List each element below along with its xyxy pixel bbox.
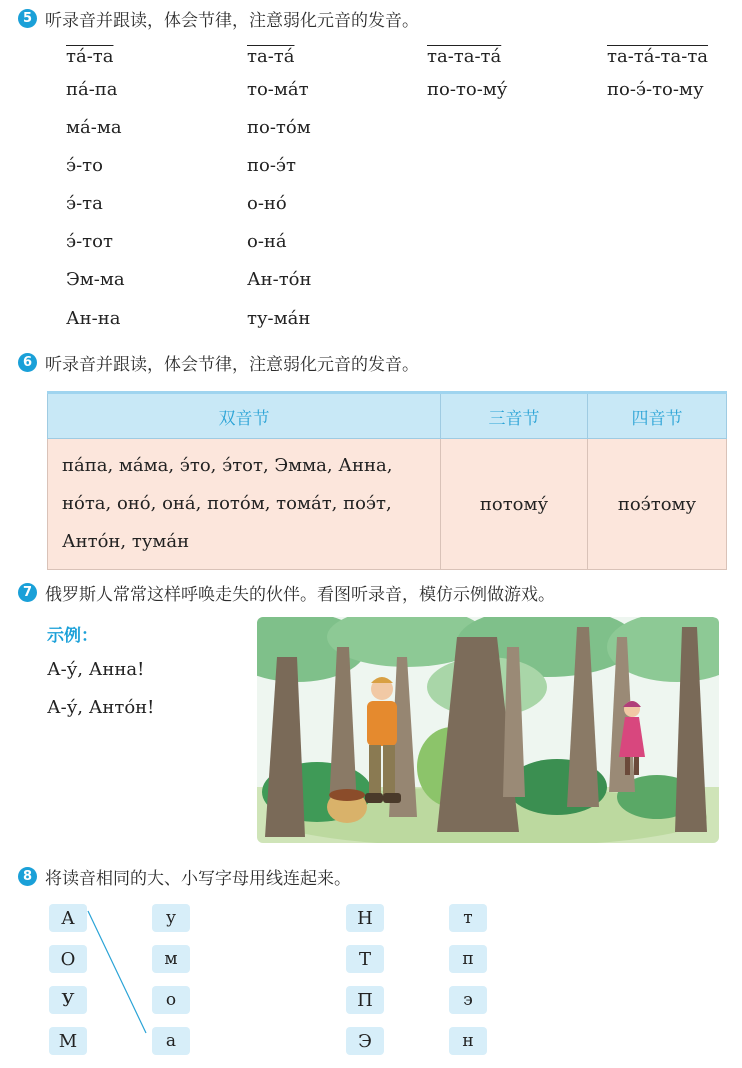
lowercase-letter[interactable]: м: [152, 945, 190, 973]
three-syllable-word: потому́: [441, 439, 588, 570]
word-line: но́та, оно́, она́, пото́м, тома́т, поэ́т,: [62, 493, 392, 514]
uppercase-letter[interactable]: Т: [346, 945, 384, 973]
uppercase-letter[interactable]: Э: [346, 1027, 384, 1055]
syllable-word: по-то́м: [247, 117, 311, 138]
section-number-badge: 8: [18, 867, 37, 886]
syllable-word: э́-то: [66, 155, 103, 176]
rhythm-header: та́-та: [66, 46, 114, 67]
syllable-word: по-то-му́: [427, 79, 508, 100]
lowercase-letter[interactable]: э: [449, 986, 487, 1014]
lowercase-letter[interactable]: о: [152, 986, 190, 1014]
syllable-word: э́-тот: [66, 231, 113, 252]
section-title: 听录音并跟读，体会节律，注意弱化元音的发音。: [45, 355, 419, 375]
uppercase-letter[interactable]: М: [49, 1027, 87, 1055]
syllable-word: па́-па: [66, 79, 118, 100]
section-title: 俄罗斯人常常这样呼唤走失的伙伴。看图听录音，模仿示例做游戏。: [45, 585, 555, 605]
forest-scene: [257, 617, 719, 843]
syllable-word: ма́-ма: [66, 117, 122, 138]
lowercase-letter[interactable]: у: [152, 904, 190, 932]
uppercase-letter[interactable]: А: [49, 904, 87, 932]
table-row: [48, 439, 727, 570]
example-line: А-у́, Анна!: [47, 659, 145, 680]
rhythm-header: та-та-та́: [427, 46, 502, 67]
section-5-heading: [18, 6, 419, 31]
header-two-syllables: 双音节: [48, 393, 441, 439]
syllable-word: ту-ма́н: [247, 308, 311, 329]
rhythm-header: та-та́-та-та: [607, 46, 709, 67]
lowercase-letter[interactable]: н: [449, 1027, 487, 1055]
syllable-word: э́-та: [66, 193, 103, 214]
table-header-row: [48, 393, 727, 439]
word-line: Анто́н, тума́н: [62, 531, 190, 552]
forest-illustration: [257, 617, 719, 843]
syllable-word: Эм-ма: [66, 269, 125, 290]
lowercase-letter[interactable]: п: [449, 945, 487, 973]
two-syllable-words: [48, 439, 441, 570]
section-7-heading: [18, 580, 555, 605]
syllable-word: по-э́-то-му: [607, 79, 704, 100]
lowercase-letter[interactable]: т: [449, 904, 487, 932]
four-syllable-word: поэ́тому: [588, 439, 727, 570]
connector-line: [88, 911, 146, 1033]
uppercase-letter[interactable]: О: [49, 945, 87, 973]
example-label: 示例：: [47, 626, 98, 646]
syllable-word: Ан-на: [66, 308, 121, 329]
rhythm-header: та-та́: [247, 46, 295, 67]
header-four-syllables: 四音节: [588, 393, 727, 439]
section-number-badge: 5: [18, 9, 37, 28]
syllable-table: [47, 391, 727, 570]
section-title: 听录音并跟读，体会节律，注意弱化元音的发音。: [45, 11, 419, 31]
syllable-word: Ан-то́н: [247, 269, 312, 290]
syllable-word: по-э́т: [247, 155, 296, 176]
section-number-badge: 6: [18, 353, 37, 372]
section-number-badge: 7: [18, 583, 37, 602]
uppercase-letter[interactable]: П: [346, 986, 384, 1014]
section-title: 将读音相同的大、小写字母用线连起来。: [45, 869, 351, 889]
syllable-word: о-но́: [247, 193, 287, 214]
lowercase-letter[interactable]: а: [152, 1027, 190, 1055]
section-8-heading: [18, 864, 351, 889]
syllable-word: о-на́: [247, 231, 287, 252]
syllable-word: то-ма́т: [247, 79, 309, 100]
word-line: па́па, ма́ма, э́то, э́тот, Эмма, Анна,: [62, 455, 393, 476]
section-6-heading: [18, 350, 419, 375]
uppercase-letter[interactable]: У: [49, 986, 87, 1014]
example-line: А-у́, Анто́н!: [47, 697, 155, 718]
header-three-syllables: 三音节: [441, 393, 588, 439]
uppercase-letter[interactable]: Н: [346, 904, 384, 932]
